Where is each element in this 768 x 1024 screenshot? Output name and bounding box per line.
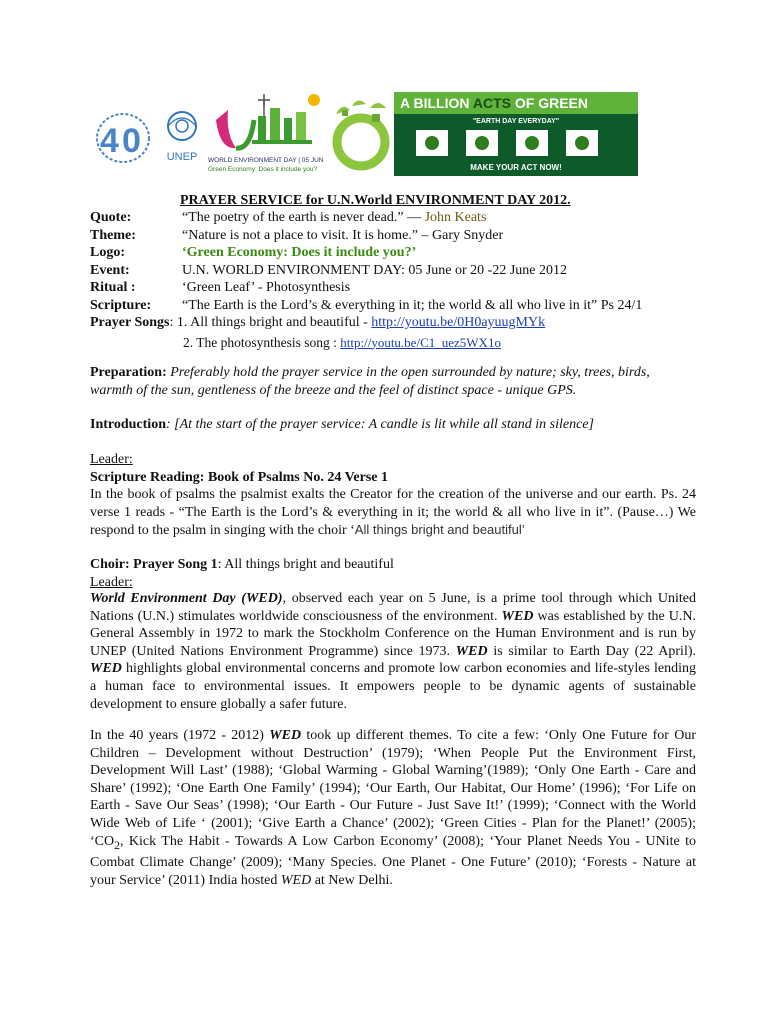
prayer-songs-row xyxy=(90,314,710,332)
page-title: PRAYER SERVICE for U.N.World ENVIRONMENT DAY 2012. xyxy=(180,193,571,208)
ritual-label: Ritual : xyxy=(90,280,136,295)
quote-label: Quote xyxy=(90,210,127,225)
wed-paragraph: World Environment Day (WED), observed each year on 5 June, is a prime tool through which United Nations (U.N.) stimulates worldwide consciousness of the environment. WED was established by the U.N. General Assembly in 1972 to mark the Stockholm Conference on the Human Environment and is run by UNEP (United Nations Environment Programme) since 1973. WED is similar to Earth Day (22 April). WED highlights global environmental concerns and promote low carbon economies and life-styles lending a human face to environmental issues. It empowers people to be dynamic agents of sustainable development to ensure globally a safer future. xyxy=(90,591,697,712)
leader-label-2: Leader: xyxy=(90,574,133,590)
svg-text:4: 4 xyxy=(100,122,119,160)
prayer-song-2-row xyxy=(90,334,710,352)
unep-40-logo xyxy=(92,100,154,172)
prayer-songs-label: Prayer Songs xyxy=(90,315,170,330)
song-2-link[interactable]: http://youtu.be/C1_uez5WX1o xyxy=(340,334,501,350)
svg-text:UNEP: UNEP xyxy=(166,151,198,163)
quote-author: John Keats xyxy=(424,210,487,225)
introduction-text: : [At the start of the prayer service: A candle is lit while all stand in silence] xyxy=(165,417,594,432)
song-2-text: 2. The photosynthesis song : xyxy=(183,334,341,350)
themes-paragraph: In the 40 years (1972 - 2012) WED took up different themes. To cite a few: ‘Only One Future for Our Children – Development without Destruction’ (1979); ‘When People Put the Environment First, Development Will Last’ (1988); ‘Global Warming - Global Warning’(1989); ‘Only One Earth - Care and Share’ (1992); ‘One Earth One Family’ (1994); ‘Our Earth, Our Habitat, Our Home’ (1996); ‘For Life on Earth - Save Our Seas’ (1998); ‘Our Earth - Our Future - Just Save It!’ (1999); ‘Connect with the World Wide Web of Life ‘ (2001); ‘Give Earth a Chance’ (2002); ‘Green Cities - Plan for the Planet!’ (2005); ‘$CO_2$, Kick The Habit - Towards A Low Carbon Economy’ (2008); ‘Your Planet Needs You - UNite to Combat Climate Change’ (2009); ‘Many Species. One Planet - One Future’ (2010); ‘Forests - Nature at your Service’ (2011) India hosted WED at New Delhi. xyxy=(90,728,696,888)
event-row xyxy=(90,262,710,280)
logo-label: Logo: xyxy=(90,245,125,260)
introduction-paragraph xyxy=(90,416,696,434)
event-label: Event: xyxy=(90,262,130,278)
quote-text: “The poetry of the earth is never dead.” — xyxy=(182,210,425,225)
theme-text: “Nature is not a place to visit. It is home.” – Gary Snyder xyxy=(182,227,504,243)
introduction-label: Introduction xyxy=(90,417,166,432)
choir-text: : All things bright and beautiful xyxy=(217,557,394,572)
unep-logo xyxy=(158,100,206,170)
ritual-text: ‘Green Leaf’ - Photosynthesis xyxy=(182,280,351,295)
logo-row xyxy=(90,244,710,262)
preparation-text: Preferably hold the prayer service in the open surrounded by nature; sky, trees, birds, warmth of the sun, gentleness of the breeze and the feel of distinct space - unique GPS. xyxy=(90,365,650,398)
billion-acts-graphic xyxy=(394,92,638,176)
svg-text:A BILLION ACTS OF GREEN: A BILLION ACTS OF GREEN xyxy=(400,95,588,111)
billion-acts-banner xyxy=(394,92,638,176)
svg-text:WORLD ENVIRONMENT DAY | 05 JUN: WORLD ENVIRONMENT DAY | 05 JUNE xyxy=(208,157,324,164)
preparation-paragraph xyxy=(90,364,696,399)
choir-label: Choir: Prayer Song 1 xyxy=(90,557,218,572)
svg-text:Green Economy: Does it include: Green Economy: Does it include you? xyxy=(208,166,318,173)
logo-text: ‘Green Economy: Does it include you?’ xyxy=(182,245,417,260)
song-1-link[interactable]: http://youtu.be/0H0ayuugMYk xyxy=(371,315,546,330)
scripture-text: “The Earth is the Lord’s & everything in it; the world & all who live in it” Ps 24/1 xyxy=(182,297,643,313)
scripture-reading-text: In the book of psalms the psalmist exalts the Creator for the creation of the universe and our earth. Ps. 24 verse 1 reads - “The Earth is the Lord’s & everything in it; the world & all who live in it”. (Pause…) We respond to the psalm in singing with the choir ‘All things bright and beautiful’ xyxy=(90,487,696,539)
svg-text:0: 0 xyxy=(122,122,141,160)
scripture-reading-heading: Scripture Reading: Book of Psalms No. 24 Verse 1 xyxy=(90,469,389,485)
scripture-reading-section xyxy=(90,451,696,540)
theme-label: Theme xyxy=(90,227,132,243)
quote-row: Quote: “The poetry of the earth is never dead.” — John Keats xyxy=(90,210,487,225)
wed-illustration-icon xyxy=(206,90,324,174)
un-emblem-icon xyxy=(158,100,206,170)
preparation-label: Preparation: xyxy=(90,365,167,380)
svg-text:"EARTH DAY EVERYDAY": "EARTH DAY EVERYDAY" xyxy=(472,118,560,125)
song-1-text: : 1. All things bright and beautiful - xyxy=(169,315,372,330)
service-details xyxy=(90,209,710,351)
leader-label: Leader: xyxy=(90,452,133,467)
ritual-row xyxy=(90,279,710,297)
green-leaf-circle-icon xyxy=(328,96,394,174)
song-title: All things bright and beautiful’ xyxy=(354,522,525,538)
choir-section xyxy=(90,556,696,591)
event-text: U.N. WORLD ENVIRONMENT DAY: 05 June or 20 -22 June 2012 xyxy=(182,262,567,278)
svg-text:MAKE YOUR ACT NOW!: MAKE YOUR ACT NOW! xyxy=(470,163,562,172)
theme-row: Theme: “Nature is not a place to visit. It is home.” – Gary Snyder xyxy=(90,227,504,243)
scripture-row xyxy=(90,297,710,315)
logo-strip xyxy=(92,86,638,178)
scripture-label: Scripture: xyxy=(90,297,152,313)
wed-2012-logo xyxy=(206,90,324,174)
